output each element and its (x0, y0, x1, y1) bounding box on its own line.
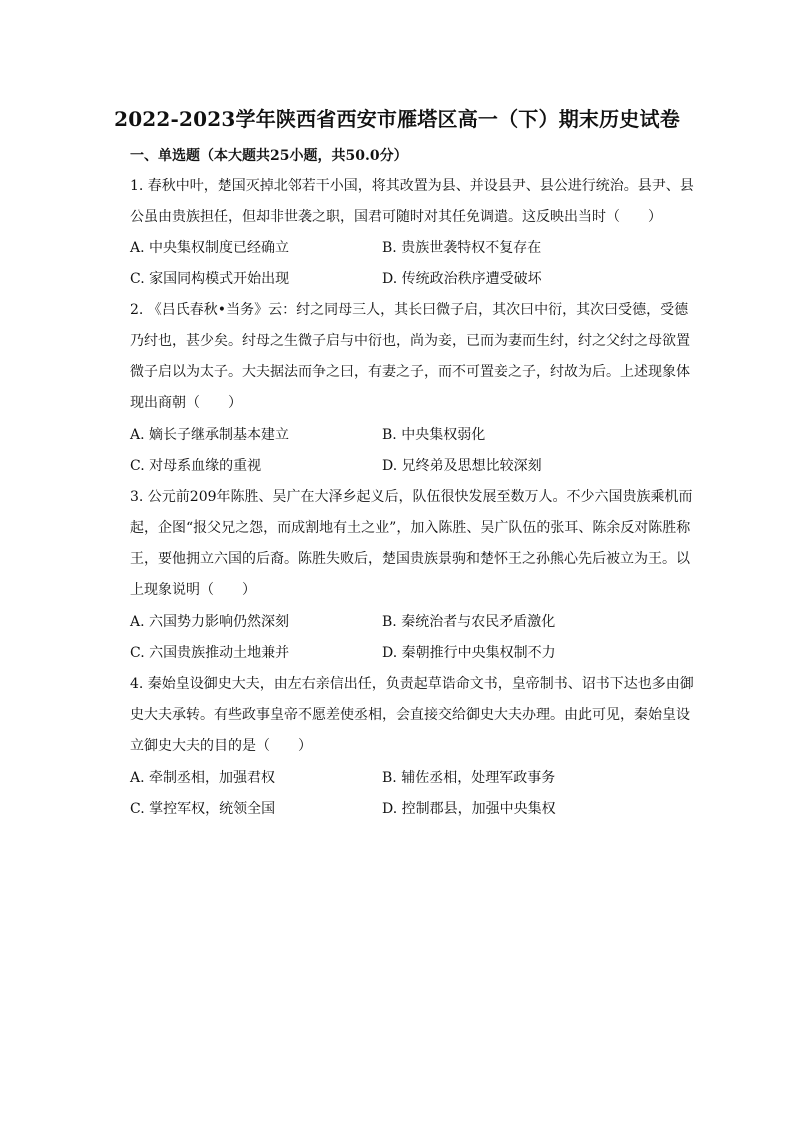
question-2-option-d: D. 兄终弟及思想比较深刻 (382, 458, 542, 474)
question-1-option-d: D. 传统政治秩序遭受破坏 (382, 271, 542, 287)
question-1-text: 1. 春秋中叶，楚国灭掉北邻若干小国，将其改置为县、并设县尹、县公进行统治。县尹、县公虽由贵族担任，但却非世袭之职，国君可随时对其任免调遣。这反映出当时（ ） (130, 178, 694, 225)
question-3-option-c: C. 六国贵族推动土地兼并 (130, 645, 290, 661)
question-4-text: 4. 秦始皇设御史大夫，由左右亲信出任，负责起草诰命文书，皇帝制书、诏书下达也多由御史大夫承转。有些政事皇帝不愿差使丞相，会直接交给御史大夫办理。由此可见，秦始皇设立御史大夫的目的是（ ） (130, 676, 694, 754)
section-heading: 一、单选题（本大题共25小题，共50.0分） (130, 148, 408, 164)
question-2-option-b: B. 中央集权弱化 (382, 427, 486, 443)
question-4-option-a: A. 牵制丞相，加强君权 (130, 770, 276, 786)
question-1-option-a: A. 中央集权制度已经确立 (130, 240, 290, 256)
question-4-option-b: B. 辅佐丞相，处理军政事务 (382, 770, 556, 786)
question-3-option-a: A. 六国势力影响仍然深刻 (130, 614, 290, 630)
page-title: 2022-2023学年陕西省西安市雁塔区高一（下）期末历史试卷 (114, 107, 680, 131)
question-3-option-b: B. 秦统治者与农民矛盾激化 (382, 614, 556, 630)
question-4-option-c: C. 掌控军权，统领全国 (130, 801, 276, 817)
question-1-option-b: B. 贵族世袭特权不复存在 (382, 240, 542, 256)
question-2-text: 2. 《吕氏春秋•当务》云：纣之同母三人，其长曰微子启，其次曰中衍，其次曰受德，受德乃纣也，甚少矣。纣母之生微子启与中衍也，尚为妾，已而为妻而生纣，纣之父纣之母欲置微子启以为太子。大夫据法而争之曰，有妻之子，而不可置妾之子，纣故为后。上述现象体现出商朝（ ） (130, 302, 690, 411)
question-2-option-a: A. 嫡长子继承制基本建立 (130, 427, 290, 443)
question-2-option-c: C. 对母系血缘的重视 (130, 458, 262, 474)
question-3-option-d: D. 秦朝推行中央集权制不力 (382, 645, 556, 661)
question-4-option-d: D. 控制郡县，加强中央集权 (382, 801, 556, 817)
question-3-text: 3. 公元前209年陈胜、吴广在大泽乡起义后，队伍很快发展至数万人。不少六国贵族乘机而起，企图“报父兄之怨，而成割地有土之业”，加入陈胜、吴广队伍的张耳、陈余反对陈胜称王，要他拥立六国的后裔。陈胜失败后，楚国贵族景驹和楚怀王之孙熊心先后被立为王。以上现象说明（ ） (130, 489, 693, 598)
question-1-option-c: C. 家国同构模式开始出现 (130, 271, 290, 287)
